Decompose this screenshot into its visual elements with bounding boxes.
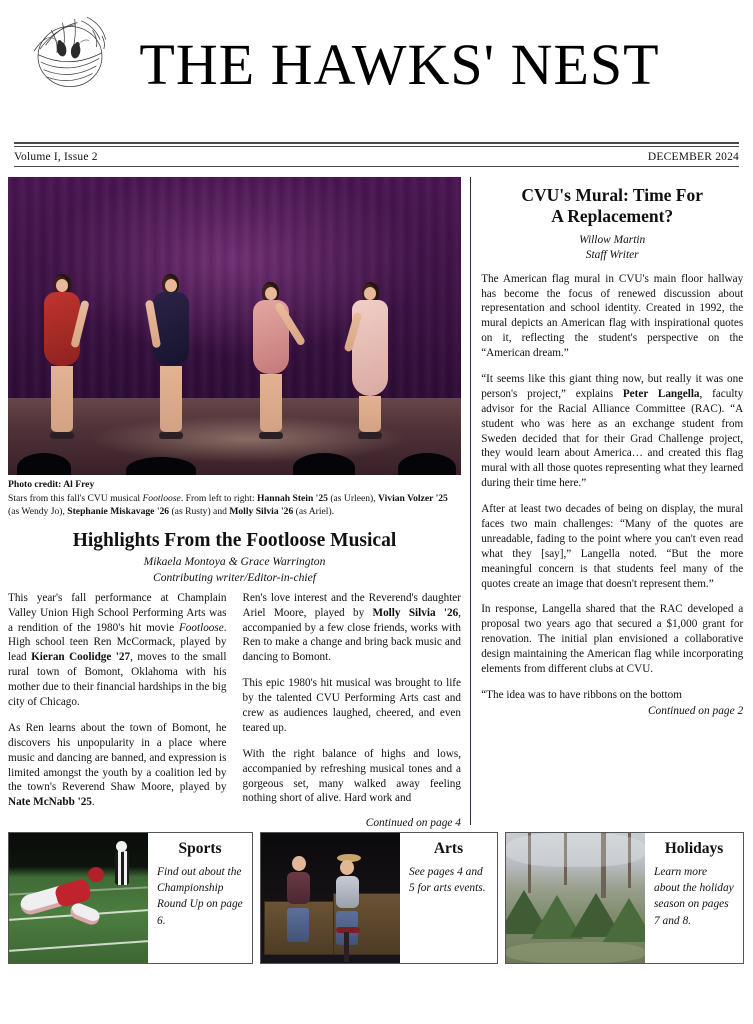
volume-issue: Volume I, Issue 2 bbox=[14, 151, 98, 163]
section-teasers bbox=[8, 832, 745, 964]
audience-silhouettes bbox=[8, 448, 461, 475]
teaser-title: Holidays bbox=[664, 840, 724, 857]
lead-byline bbox=[8, 554, 461, 585]
caption-text: (as Wendy Jo), bbox=[8, 506, 68, 518]
mural-story-block bbox=[471, 177, 743, 825]
teaser-body: Learn more about the holiday season on pages 7 and 8. bbox=[654, 866, 734, 927]
movie-title: Footloose bbox=[178, 621, 224, 634]
teaser-body: Find out about the Championship Round Up on page 6. bbox=[157, 866, 243, 927]
teaser-holidays[interactable] bbox=[505, 832, 744, 964]
caption-text: (as Urleen), bbox=[327, 492, 379, 504]
paragraph: The American flag mural in CVU's main floor hallway has become the focus of renewed discussion about representation and school identity. Created in 1992, the mural depicts an American flag with inspirational quotes on it, reflecting the student's perspective on the “American dream.” bbox=[481, 272, 744, 360]
photo-caption bbox=[8, 492, 461, 519]
lead-headline: Highlights From the Footloose Musical bbox=[72, 529, 397, 551]
byline-role: Contributing writer/Editor-in-chief bbox=[152, 570, 317, 584]
byline-authors: Mikaela Montoya & Grace Warrington bbox=[143, 555, 326, 569]
caption-musical-title: Footloose bbox=[142, 492, 181, 504]
footloose-cast-photo bbox=[8, 177, 461, 475]
paragraph-text: As Ren learns about the town of Bomont, he discovers his unpopularity in a place where music and dancing are banned, and expression is limited amongst the youth by a coalition led by the town's Reverend Shaw Moore, played by bbox=[8, 721, 227, 794]
paragraph-text: , faculty advisor for the Racial Alliance Committee (RAC). “A student who was here as an exchange student from Sweden decided that for their Grad Challenge project, they would learn about America… and created this flag mural with all those quotes representing what they learned during their time here.” bbox=[481, 387, 744, 490]
masthead-rule-bottom bbox=[14, 166, 739, 167]
paragraph-text: . bbox=[91, 796, 95, 809]
paragraph-text: “It seems like this giant thing now, but really it was one person's project,” explains bbox=[481, 373, 744, 400]
photo-credit: Photo credit: Al Frey bbox=[8, 479, 95, 490]
caption-name: Vivian Volzer '25 bbox=[378, 492, 448, 504]
paragraph: With the right balance of highs and lows, accompanied by refreshing musical tones and a gorgeous set, many walked away feeling nothing short of alive. Hard work and bbox=[242, 747, 461, 805]
mural-byline bbox=[481, 233, 743, 263]
teaser-title: Arts bbox=[433, 840, 464, 857]
paragraph: After at least two decades of being on display, the mural faces two main challenges: “Many of the quotes are unreadable, fading to the point where you can't even read what they [say],” Langella noted. “But the more meaningful concern is that students feel many of the quotes create an image that doesn't represent them.” bbox=[481, 503, 744, 590]
paragraph bbox=[481, 372, 743, 491]
lead-story-block bbox=[8, 177, 470, 830]
issue-date: DECEMBER 2024 bbox=[647, 151, 739, 163]
caption-name: Molly Silvia '26 bbox=[229, 506, 294, 518]
teaser-arts[interactable] bbox=[260, 832, 498, 964]
main-content-grid bbox=[8, 177, 745, 830]
caption-name: Stephanie Miskavage '26 bbox=[67, 506, 170, 518]
headline-line: CVU's Mural: Time For bbox=[521, 185, 703, 205]
paragraph: In response, Langella shared that the RAC developed a proposal two years ago that secured a $1,000 grant for renovation. The initial plan envisioned a collaborative design maintaining the American flag while incorporating elements from different clubs at CVU. bbox=[481, 603, 744, 676]
performer-figure bbox=[253, 282, 289, 439]
continued-on-page[interactable]: Continued on page 4 bbox=[365, 817, 461, 830]
paragraph bbox=[243, 591, 462, 665]
paragraph-text: , accompanied by a few close friends, works with Ren to make a change and bring back music and dancing to Bomont. bbox=[242, 606, 461, 664]
paragraph bbox=[8, 721, 227, 810]
teaser-sports[interactable] bbox=[8, 832, 253, 964]
volume-bar bbox=[8, 147, 745, 166]
masthead bbox=[8, 0, 745, 130]
caption-name: Hannah Stein '25 bbox=[257, 492, 328, 504]
lead-article-columns bbox=[8, 591, 461, 830]
lead-article-column-2 bbox=[243, 591, 462, 830]
mural-headline bbox=[481, 185, 743, 227]
byline-role: Staff Writer bbox=[585, 248, 639, 261]
football-player-photo bbox=[9, 833, 148, 963]
lead-article-column-1 bbox=[8, 591, 227, 830]
teaser-title: Sports bbox=[178, 840, 222, 857]
paragraph bbox=[8, 591, 227, 710]
paragraph: This epic 1980's hit musical was brought to life by the talented CVU Performing Arts cast and crew as audiences laughed, cheered, and even teared up. bbox=[242, 677, 461, 734]
teaser-text-arts bbox=[400, 833, 497, 963]
actor-name: Kieran Coolidge '27 bbox=[31, 651, 131, 664]
performer-figure bbox=[44, 274, 80, 439]
christmas-trees-photo bbox=[506, 833, 645, 963]
paragraph-text: This year's fall performance at Champlain Valley Union High School Performing Arts was a rendition of the 1980's hit movie bbox=[8, 591, 227, 634]
theater-actors-photo bbox=[261, 833, 400, 963]
headline-line: A Replacement? bbox=[551, 206, 674, 226]
caption-text: . From left to right: bbox=[180, 492, 258, 504]
performer-figure bbox=[352, 282, 388, 439]
actor-name: Nate McNabb '25 bbox=[8, 796, 92, 809]
caption-text: Stars from this fall's CVU musical bbox=[8, 492, 143, 504]
paragraph-text: . High school teen Ren McCormack, played by lead bbox=[8, 621, 227, 664]
teaser-text-holidays bbox=[645, 833, 743, 963]
teaser-body: See pages 4 and 5 for arts events. bbox=[409, 866, 486, 895]
bird-nest-icon bbox=[22, 2, 118, 96]
continued-on-page[interactable]: Continued on page 2 bbox=[647, 704, 744, 717]
caption-text: (as Rusty) and bbox=[169, 506, 230, 518]
paragraph-text: , moves to the small rural town of Bomont, Oklahoma with his mother due to their financial hardships in the big city of Chicago. bbox=[8, 651, 227, 709]
source-name: Peter Langella bbox=[622, 387, 700, 400]
byline-author: Willow Martin bbox=[579, 234, 646, 246]
paragraph-text: Ren's love interest and the Reverend's daughter Ariel Moore, played by bbox=[242, 591, 461, 619]
caption-text: (as Ariel). bbox=[293, 506, 335, 518]
paragraph: “The idea was to have ribbons on the bottom bbox=[481, 688, 682, 701]
actor-name: Molly Silvia '26 bbox=[372, 606, 459, 619]
performer-figure bbox=[153, 274, 189, 439]
teaser-text-sports bbox=[148, 833, 252, 963]
paper-title: THE HAWKS' NEST bbox=[139, 32, 660, 97]
